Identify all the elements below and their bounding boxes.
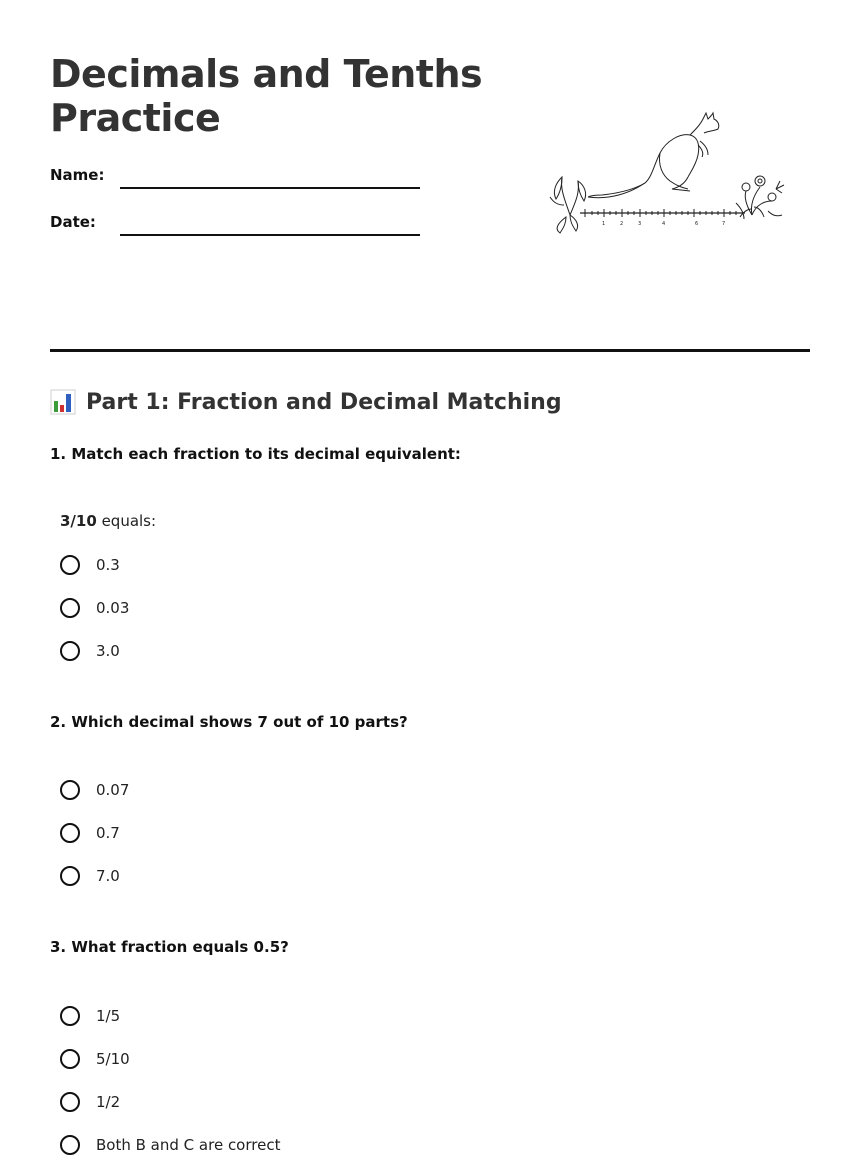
radio-button[interactable] (60, 866, 80, 886)
number-line-tick-label: 2 (620, 221, 624, 227)
number-line-tick-label: 3 (638, 221, 642, 227)
number-line-tick-label: 7 (722, 221, 726, 227)
option-q2-c[interactable] (60, 863, 120, 889)
radio-button[interactable] (60, 598, 80, 618)
option-label: Both B and C are correct (96, 1136, 281, 1154)
section-divider (50, 349, 810, 352)
radio-button[interactable] (60, 641, 80, 661)
question-1-prompt: 1. Match each fraction to its decimal equivalent: (50, 445, 461, 463)
question-1-fraction: 3/10 (60, 512, 97, 530)
option-label: 7.0 (96, 867, 120, 885)
radio-button[interactable] (60, 780, 80, 800)
option-label: 5/10 (96, 1050, 130, 1068)
radio-button[interactable] (60, 1092, 80, 1112)
number-line-tick-label: 1 (602, 221, 606, 227)
option-q3-c[interactable] (60, 1089, 120, 1115)
question-3-prompt: 3. What fraction equals 0.5? (50, 938, 289, 956)
kangaroo-illustration (540, 105, 800, 240)
option-q1-c[interactable] (60, 638, 120, 664)
number-line-tick-label: 6 (695, 221, 699, 227)
question-2-prompt: 2. Which decimal shows 7 out of 10 parts? (50, 713, 408, 731)
radio-button[interactable] (60, 555, 80, 575)
option-q3-a[interactable] (60, 1003, 120, 1029)
part1-heading-text: Part 1: Fraction and Decimal Matching (86, 389, 562, 415)
question-1-subprompt-text: equals: (96, 512, 157, 530)
option-label: 1/5 (96, 1007, 121, 1025)
option-label: 0.07 (96, 781, 130, 799)
option-q3-d[interactable] (60, 1132, 280, 1158)
option-q1-b[interactable] (60, 595, 129, 621)
radio-button[interactable] (60, 1006, 80, 1026)
radio-button[interactable] (60, 823, 80, 843)
option-label: 0.3 (96, 556, 120, 574)
option-label: 1/2 (96, 1093, 121, 1111)
radio-button[interactable] (60, 1135, 80, 1155)
name-label: Name: (50, 166, 105, 184)
part1-heading (50, 389, 562, 415)
option-q3-b[interactable] (60, 1046, 130, 1072)
number-line-tick-label: 4 (662, 221, 666, 227)
radio-button[interactable] (60, 1049, 80, 1069)
option-label: 0.7 (96, 824, 120, 842)
question-1-subprompt (60, 512, 156, 530)
bar-chart-icon (50, 389, 76, 415)
option-q1-a[interactable] (60, 552, 120, 578)
option-label: 3.0 (96, 642, 120, 660)
date-label: Date: (50, 213, 96, 231)
date-field[interactable] (120, 234, 420, 236)
option-q2-a[interactable] (60, 777, 129, 803)
page-title: Decimals and Tenths Practice (50, 52, 483, 140)
name-field[interactable] (120, 187, 420, 189)
option-label: 0.03 (96, 599, 130, 617)
option-q2-b[interactable] (60, 820, 120, 846)
